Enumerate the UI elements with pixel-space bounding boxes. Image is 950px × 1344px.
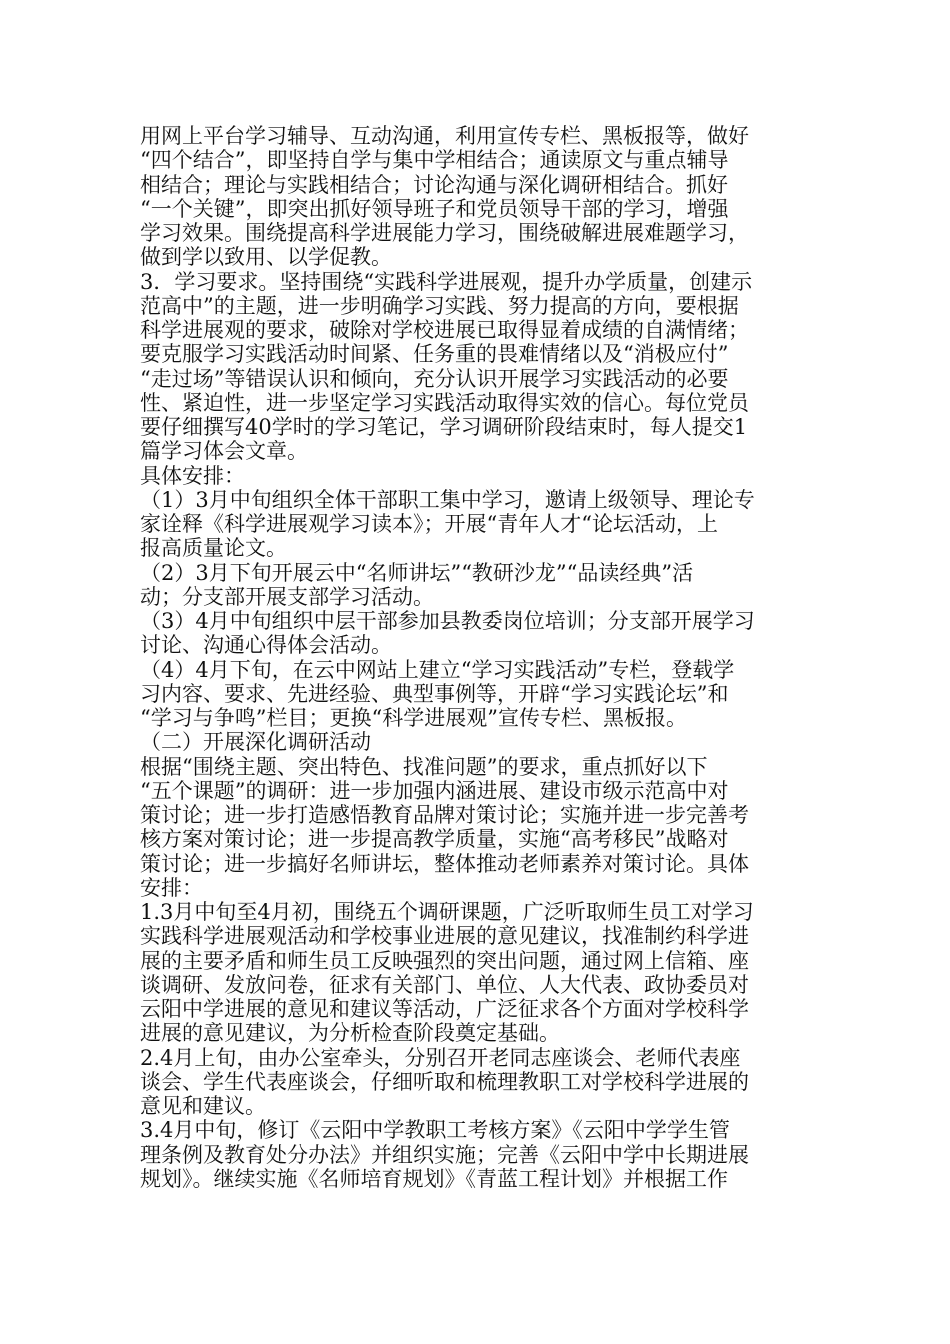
text-line: 动；分支部开展支部学习活动。 [140,584,434,609]
text-line: 安排： [140,875,203,900]
text-line: 习内容、要求、先进经验、典型事例等，开辟“学习实践论坛”和 [140,681,729,706]
text-line: 3.4月中旬，修订《云阳中学教职工考核方案》《云阳中学学生管 [140,1118,730,1143]
text-line: 理条例及教育处分办法》并组织实施；完善《云阳中学中长期进展 [140,1142,749,1167]
text-line: 谈会、学生代表座谈会，仔细听取和梳理教职工对学校科学进展的 [140,1069,749,1094]
text-line: 1.3月中旬至4月初，围绕五个调研课题，广泛听取师生员工对学习 [140,900,754,924]
text-line: “一个关键”，即突出抓好领导班子和党员领导干部的学习，增强 [140,196,729,221]
text-line: 科学进展观的要求，破除对学校进展已取得显着成绩的自满情绪； [140,318,749,342]
text-line: 范高中”的主题，进一步明确学习实践、努力提高的方向，要根据 [140,293,739,318]
text-line: “走过场”等错误认识和倾向，充分认识开展学习实践活动的必要 [140,366,729,391]
text-line: 意见和建议。 [140,1094,266,1118]
text-line: 实践科学进展观活动和学校事业进展的意见建议，找准制约科学进 [140,924,749,949]
text-line: 规划》。继续实施《名师培育规划》《青蓝工程计划》并根据工作 [140,1166,728,1191]
text-line: （1）3月中旬组织全体干部职工集中学习，邀请上级领导、理论专 [140,487,755,512]
text-line: 2.4月上旬，由办公室牵头，分别召开老同志座谈会、老师代表座 [140,1045,741,1070]
text-line: 策讨论；进一步打造感悟教育品牌对策讨论；实施并进一步完善考 [140,803,749,827]
text-line: 谈调研、发放问卷，征求有关部门、单位、人大代表、政协委员对 [140,972,749,997]
text-line: 要仔细撰写40学时的学习笔记，学习调研阶段结束时，每人提交1 [140,415,748,439]
text-line: （2）3月下旬开展云中“名师讲坛”“教研沙龙”“品读经典”活 [140,560,694,585]
text-line: 相结合；理论与实践相结合；讨论沟通与深化调研相结合。抓好 [140,172,728,197]
text-line: 具体安排： [140,463,245,488]
text-line: 篇学习体会文章。 [140,439,308,464]
text-line: 要克服学习实践活动时间紧、任务重的畏难情绪以及“消极应付” [140,342,729,367]
text-line: 核方案对策讨论；进一步提高教学质量，实施“高考移民”战略对 [140,827,729,852]
text-line: 用网上平台学习辅导、互动沟通，利用宣传专栏、黑板报等，做好 [140,124,749,148]
text-line: （3）4月中旬组织中层干部参加县教委岗位培训；分支部开展学习 [140,609,755,633]
text-line: 性、紧迫性，进一步坚定学习实践活动取得实效的信心。每位党员 [140,390,749,415]
text-line: 3．学习要求。坚持围绕“实践科学进展观，提升办学质量，创建示 [140,269,753,294]
text-line: 讨论、沟通心得体会活动。 [140,633,392,658]
text-line: 家诠释《科学进展观学习读本》；开展“青年人才“论坛活动，上 [140,512,718,536]
text-line: （4）4月下旬，在云中网站上建立“学习实践活动”专栏，登载学 [140,657,735,682]
text-line: 展的主要矛盾和师生员工反映强烈的突出问题，通过网上信箱、座 [140,948,749,973]
text-line: 报高质量论文。 [140,536,287,561]
text-line: 根据“围绕主题、突出特色、找准问题”的要求，重点抓好以下 [140,754,708,779]
text-line: “四个结合”，即坚持自学与集中学相结合；通读原文与重点辅导 [140,148,729,173]
document-body [140,124,812,1191]
text-line: 做到学以致用、以学促教。 [140,245,392,270]
text-line: 云阳中学进展的意见和建议等活动，广泛征求各个方面对学校科学 [140,997,749,1021]
text-line: “学习与争鸣”栏目；更换“科学进展观”宣传专栏、黑板报。 [140,706,687,730]
text-line: 策讨论；进一步搞好名师讲坛，整体推动老师素养对策讨论。具体 [140,851,749,876]
text-line: “五个课题”的调研：进一步加强内涵进展、建设市级示范高中对 [140,778,729,803]
text-line: （二）开展深化调研活动 [140,730,371,755]
text-line: 进展的意见建议，为分析检查阶段奠定基础。 [140,1021,560,1046]
text-line: 学习效果。围绕提高科学进展能力学习，围绕破解进展难题学习， [140,221,749,245]
